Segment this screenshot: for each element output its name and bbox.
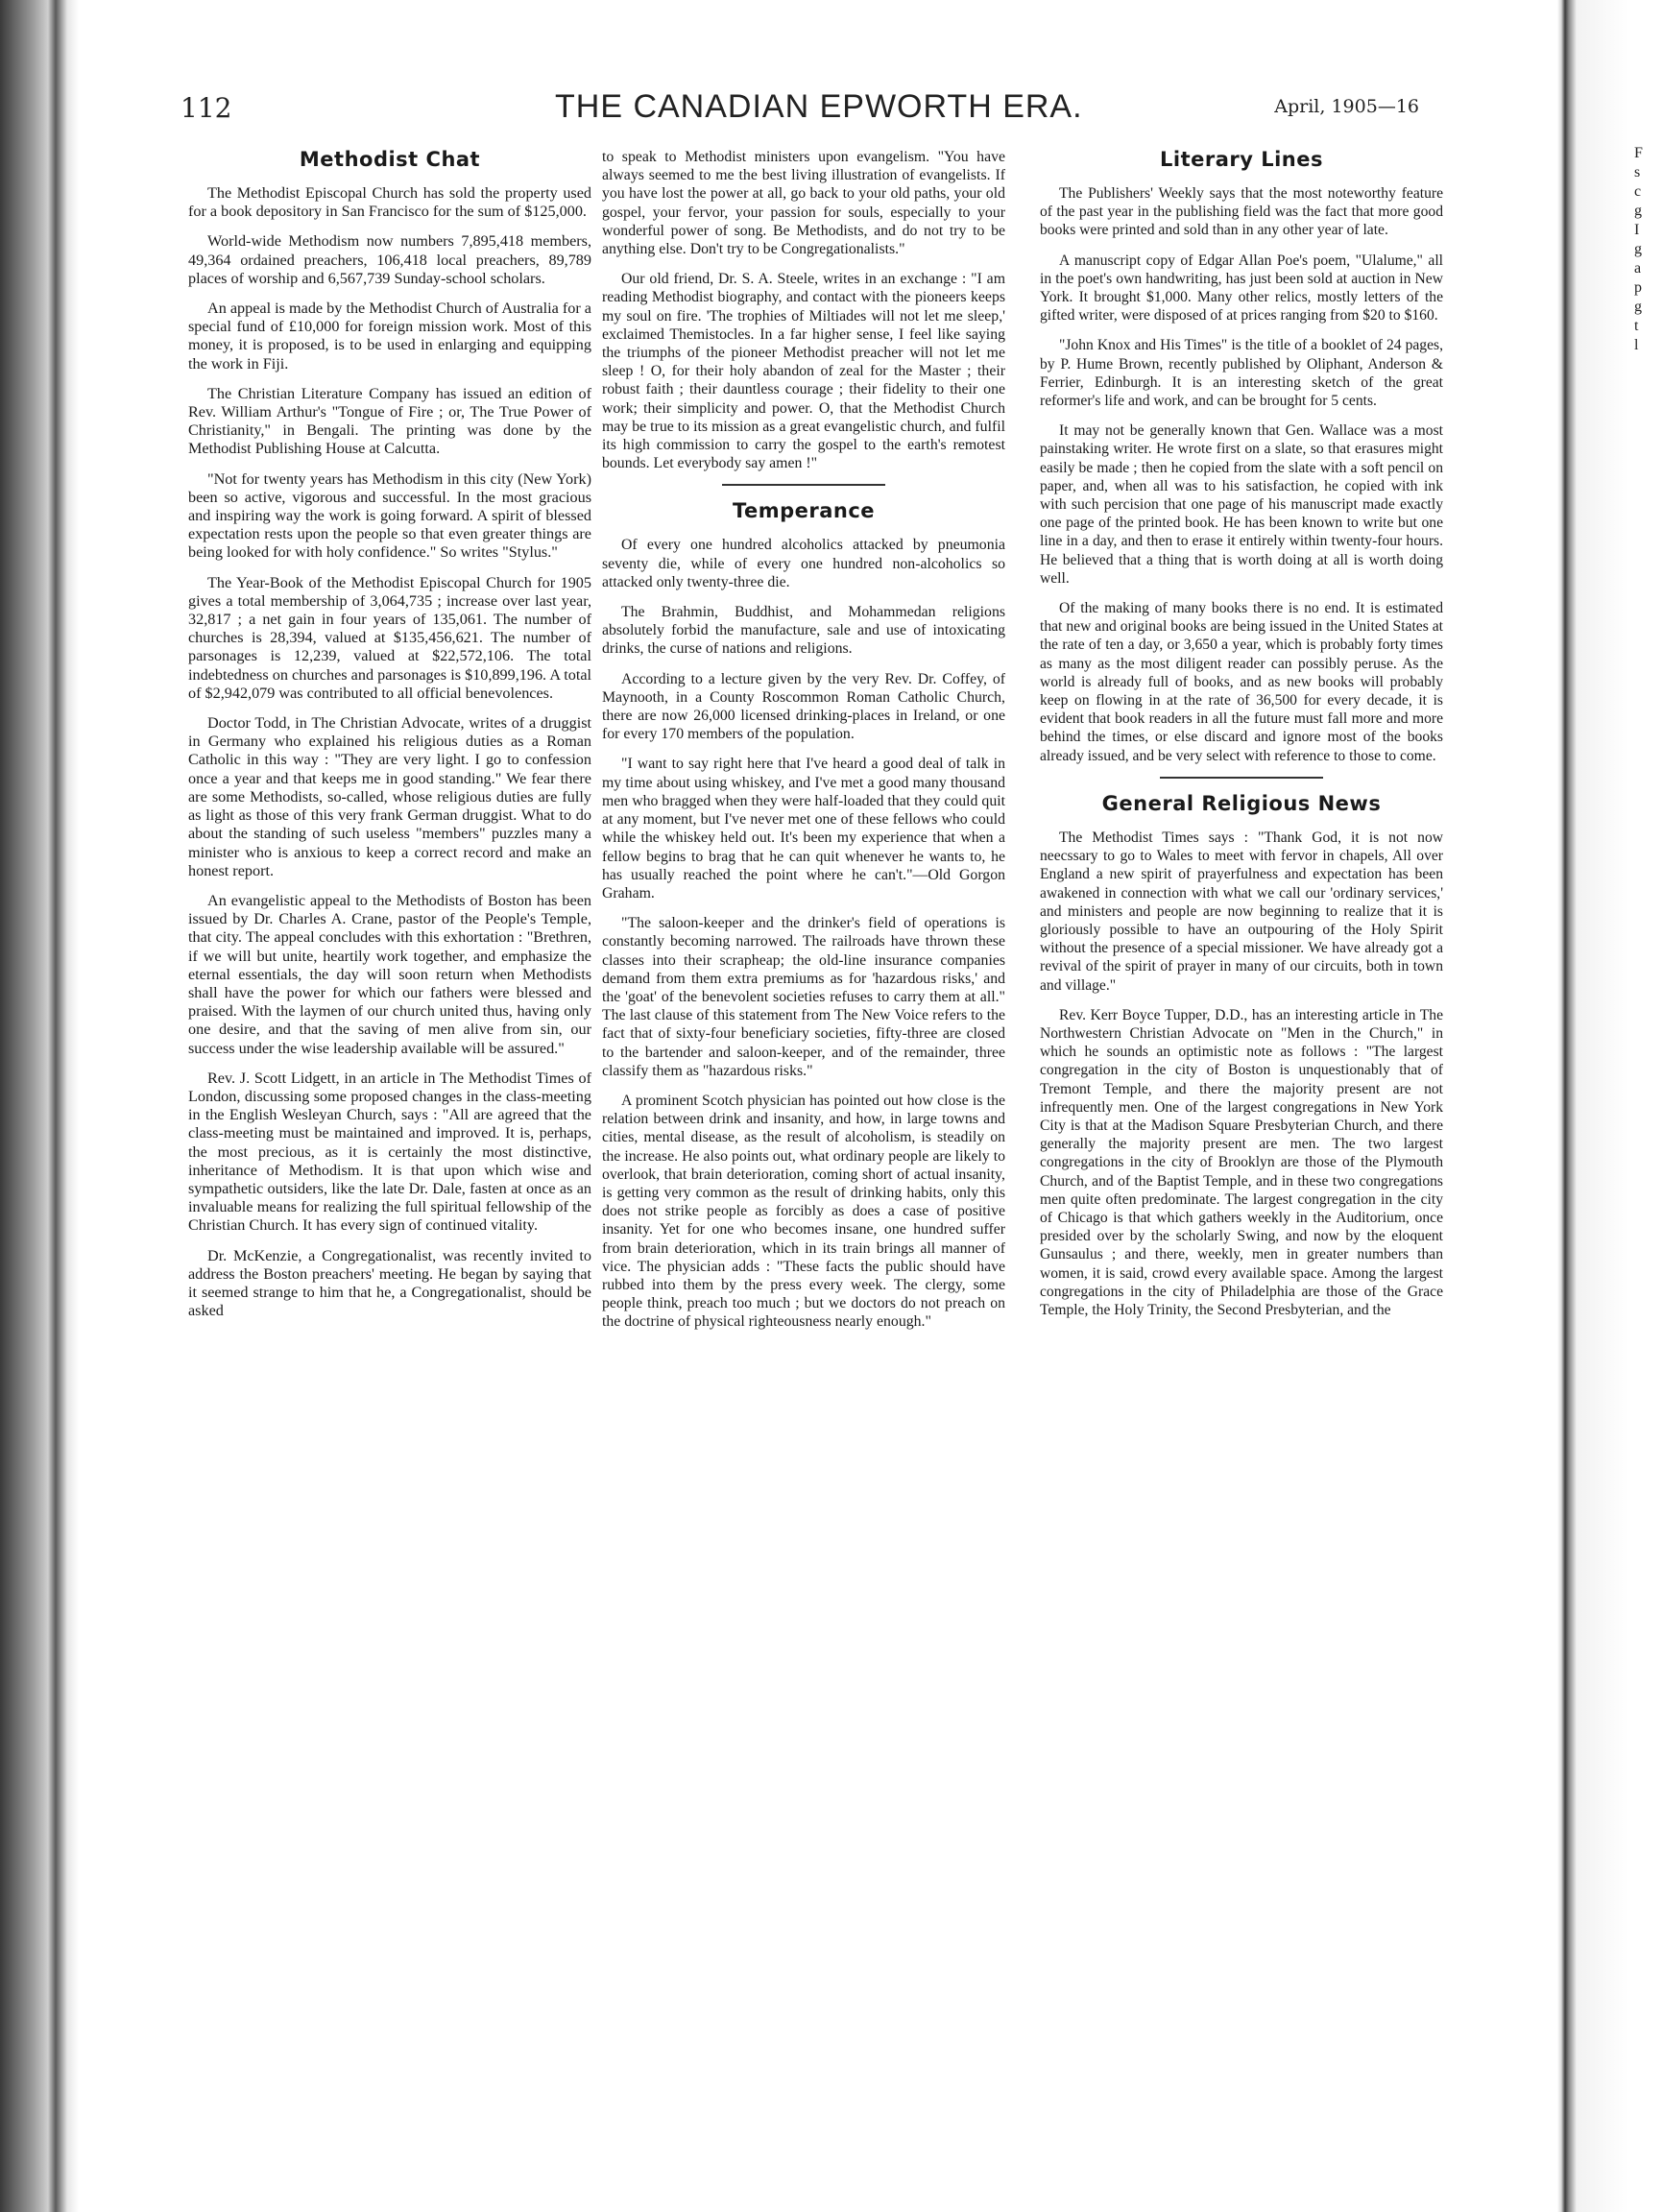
page-header <box>181 88 1419 132</box>
adjacent-page-fragment: p <box>1634 279 1642 296</box>
article-paragraph: Of every one hundred alcoholics attacked by pneumonia seventy die, while of every one hundred non-alcoholics so attacked only twenty-three die. <box>602 537 1005 590</box>
article-paragraph: "John Knox and His Times" is the title of a booklet of 24 pages, by P. Hume Brown, recently published by Oliphant, Anderson & Ferrier, Edinburgh. It is an interesting sketch of the great reformer's life and work, and can be brought for 5 cents. <box>1040 337 1443 410</box>
column-literary-lines <box>1040 148 1443 1331</box>
article-paragraph: "Not for twenty years has Methodism in this city (New York) been so active, vigorous and successful. In the most gracious and inspiring way the work is going forward. A spirit of blessed expectation rests upon the people so that even greater things are being looked for with holy confidence." So writes "Stylus." <box>188 469 591 562</box>
adjacent-page-fragment: I <box>1634 222 1640 238</box>
adjacent-page-fragment: l <box>1634 337 1639 353</box>
section-divider <box>722 484 885 486</box>
adjacent-page-fragment: g <box>1634 203 1642 219</box>
article-paragraph: A manuscript copy of Edgar Allan Poe's poem, "Ulalume," all in the poet's own handwriting, has just been sold at auction in New York. It brought $1,000. Many other relics, mostly letters of the gifted writer, were disposed of at prices ranging from $20 to $160. <box>1040 252 1443 325</box>
article-paragraph: An evangelistic appeal to the Methodists of Boston has been issued by Dr. Charles A. Crane, pastor of the People's Temple, that city. The appeal concludes with this exhortation : "Brethren, if we will but unite, heartily work together, and emphasize the eternal essentials, the day will soon return when Methodists shall have the power for which our fathers were blessed and praised. With the laymen of our church united thus, having only one desire, and that the saving of men alive from sin, our success under the wise leadership available will be assured." <box>188 891 591 1057</box>
article-paragraph: The Methodist Times says : "Thank God, it is not now neecssary to go to Wales to meet with fervor in chapels, All over England a new spirit of prayerfulness and expectation has been awakened in connection with what we call our 'ordinary services,' and ministers and people are now beginning to realize that it is gloriously possible to have an outpouring of the Holy Spirit without the presence of a special missioner. We have already got a revival of the spirit of prayer in many of our circuits, both in town and village." <box>1040 829 1443 994</box>
article-paragraph: The Methodist Episcopal Church has sold the property used for a book depository in San Francisco for the sum of $125,000. <box>188 184 591 221</box>
adjacent-page-fragment: a <box>1634 260 1642 276</box>
section-heading-temperance: Temperance <box>732 499 876 523</box>
article-paragraph: Dr. McKenzie, a Congregationalist, was recently invited to address the Boston preachers' meeting. He began by saying that it seemed strange to him that he, a Congregationalist, should be asked <box>188 1246 591 1320</box>
section-heading-literary-lines: Literary Lines <box>1159 148 1324 171</box>
article-paragraph: "The saloon-keeper and the drinker's field of operations is constantly becoming narrowed. The railroads have thrown these classes into their scrapheap; the old-line insurance companies demand from them extra premiums as for 'hazardous risks,' and the 'goat' of the benevolent societies refuses to carry them at all." The last clause of this statement from The New Voice refers to the fact that of sixty-four beneficiary societies, fifty-three are closed to the bartender and saloon-keeper, and of the remainder, three classify them as "hazardous risks." <box>602 915 1005 1079</box>
article-paragraph: to speak to Methodist ministers upon evangelism. "You have always seemed to me the best living illustration of evangelists. If you have lost the power at all, go back to your old paths, your old gospel, your fervor, your passion for souls, especially to your wonderful power of song. Be Methodists, and do not try to be anything else. Don't try to be Congregationalists." <box>602 149 1005 258</box>
article-paragraph: Doctor Todd, in The Christian Advocate, writes of a druggist in Germany who explained his religious duties as a Roman Catholic in this way : "They are very light. I go to confession once a year and that keeps me in good standing." We fear there are some Methodists, so-called, whose religious duties are fully as light as those of this very frank German druggist. What to do about the standing of such useless "members" puzzles many a minister who is anxious to keep a correct record and make an honest report. <box>188 714 591 879</box>
article-paragraph: It may not be generally known that Gen. Wallace was a most painstaking writer. He wrote first on a slate, so that erasures might easily be made ; then he copied from the slate with a soft pencil on paper, and, when all was to his satisfaction, he copied with ink with such percision that one page of his manuscript made exactly one page of the printed book. He has been known to write but one line in a day, and then to erase it entirely within twenty-four hours. He believed that a thing that is worth doing at all is worth doing well. <box>1040 422 1443 587</box>
adjacent-page-fragment: t <box>1634 318 1639 334</box>
column-temperance <box>602 148 1005 1343</box>
article-paragraph: A prominent Scotch physician has pointed out how close is the relation between drink and insanity, and how, in large towns and cities, mental disease, as the result of alcoholism, is steadily on the increase. He also points out, what ordinary people are likely to overlook, that brain deterioration, coming short of actual insanity, is getting very common as the result of drinking habits, only this does not strike people as forcibly as does a case of positive insanity. Yet for one who becomes insane, one hundred suffer from brain deterioration, which in its train brings all manner of vice. The physician adds : "These facts the public should have rubbed into them by the press every week. The clergy, some people think, preach too much ; but we doctors do not preach on the doctrine of physical righteousness nearly enough." <box>602 1092 1005 1331</box>
article-paragraph: The Christian Literature Company has issued an edition of Rev. William Arthur's "Tongue of Fire ; or, The True Power of Christianity," in Bengali. The printing was done by the Methodist Publishing House at Calcutta. <box>188 384 591 458</box>
adjacent-page-text <box>1634 144 1663 355</box>
issue-date: April, 1905—16 <box>1274 96 1419 117</box>
adjacent-page-edge <box>1557 0 1628 2212</box>
section-heading-general-religious-news: General Religious News <box>1101 791 1382 815</box>
article-paragraph: The Publishers' Weekly says that the most noteworthy feature of the past year in the publishing field was the fact that more good books were printed and sold than in any other year of late. <box>1040 185 1443 239</box>
article-paragraph: Of the making of many books there is no end. It is estimated that new and original books are being issued in the United States at the rate of ten a day, or 3,650 a year, which is probably forty times as many as the most diligent reader can possibly peruse. As the world is already full of books, and as new books will probably keep on flowing in at the rate of 36,500 for every decade, it is evident that book readers in all the future must fall more and more behind the times, or else discard and ignore most of the books already issued, and be very select with reference to those to come. <box>1040 600 1443 764</box>
article-paragraph: According to a lecture given by the very Rev. Dr. Coffey, of Maynooth, in a County Roscommon Roman Catholic Church, there are now 26,000 licensed drinking-places in Ireland, or one for every 170 members of the population. <box>602 670 1005 743</box>
column-methodist-chat <box>188 148 591 1332</box>
page-number: 112 <box>181 92 232 124</box>
adjacent-page-fragment: s <box>1634 164 1641 180</box>
article-paragraph: Rev. J. Scott Lidgett, in an article in The Methodist Times of London, discussing some proposed changes in the class-meeting in the English Wesleyan Church, says : "All are agreed that the class-meeting must be maintained and improved. It is, perhaps, the most precious, as it is certainly the most distinctive, inheritance of Methodism. It is that upon which wise and sympathetic outsiders, like the late Dr. Dale, fasten at once as an invaluable means for realizing the full spiritual fellowship of the Christian Church. It has every sign of continued vitality. <box>188 1069 591 1235</box>
adjacent-page-fragment: F <box>1634 145 1643 161</box>
adjacent-page-fragment: g <box>1634 299 1642 315</box>
article-paragraph: An appeal is made by the Methodist Church of Australia for a special fund of £10,000 for foreign mission work. Most of this money, it is proposed, is to be used in enlarging and equipping the work in Fiji. <box>188 300 591 373</box>
article-paragraph: "I want to say right here that I've heard a good deal of talk in my time about using whiskey, and I've met a good many thousand men who bragged when they were half-loaded that they could quit at any moment, but I've never met one of these fellows who could while the whiskey held out. It's been my experience that when a fellow begins to brag that he can quit whenever he wants to, he has usually reached the point where he can't."—Old Gorgon Graham. <box>602 756 1005 902</box>
article-paragraph: Rev. Kerr Boyce Tupper, D.D., has an interesting article in The Northwestern Christian Advocate on "Men in the Church," in which he sounds an optimistic note as follows : "The largest congregation in the city of Boston is unquestionably that of Tremont Temple, and there the majority present are not infrequently men. One of the largest congregations in New York City is that at the Madison Square Presbyterian Church, and there generally the majority present are men. The two largest congregations in the city of Brooklyn are those of the Plymouth Church, and of the Baptist Temple, and in these two congregations men quite often predominate. The largest congregation in the city of Chicago is that which gathers weekly in the Auditorium, once presided over by the scholarly Swing, and now by the eloquent Gunsaulus ; and there, weekly, men in greater numbers than women, it is said, crowd every available space. Among the largest congregations in the city of Philadelphia are those of the Grace Temple, the Holy Trinity, the Second Presbyterian, and the <box>1040 1006 1443 1318</box>
adjacent-page-fragment: g <box>1634 241 1642 257</box>
article-paragraph: World-wide Methodism now numbers 7,895,418 members, 49,364 ordained preachers, 106,418 local preachers, 89,789 places of worship and 6,567,739 Sunday-school scholars. <box>188 232 591 287</box>
article-paragraph: Our old friend, Dr. S. A. Steele, writes in an exchange : "I am reading Methodist biography, and contact with the pioneers keeps my soul on fire. 'The trophies of Miltiades will not let me sleep,' exclaimed Themistocles. In a far higher sense, I feel like saying the triumphs of the pioneer Methodist preacher will not let me sleep ! O, for their holy abandon of zeal for the Master ; their robust faith ; their dauntless courage ; their fidelity to their one work; their simplicity and power. O, that the Methodist Church may be true to its mission as a great evangelistic church, and fulfil its high commission to carry the gospel to the earth's remotest bounds. Let everybody say amen !" <box>602 271 1005 472</box>
adjacent-page-fragment: c <box>1634 183 1642 200</box>
article-paragraph: The Brahmin, Buddhist, and Mohammedan religions absolutely forbid the manufacture, sale and use of intoxicating drinks, the curse of nations and religions. <box>602 604 1005 658</box>
section-heading-methodist-chat: Methodist Chat <box>299 148 481 171</box>
section-divider <box>1160 777 1323 779</box>
article-paragraph: The Year-Book of the Methodist Episcopal Church for 1905 gives a total membership of 3,064,735 ; increase over last year, 32,817 ; a net gain in four years of 135,061. The number of churches is 28,394, valued at $135,456,621. The number of parsonages is 12,239, valued at $22,572,106. The total indebtedness on churches and parsonages is $10,899,196. A total of $2,942,079 was contributed to all official benevolences. <box>188 573 591 702</box>
book-binding-edge <box>0 0 79 2212</box>
journal-title: THE CANADIAN EPWORTH ERA. <box>555 88 1083 125</box>
